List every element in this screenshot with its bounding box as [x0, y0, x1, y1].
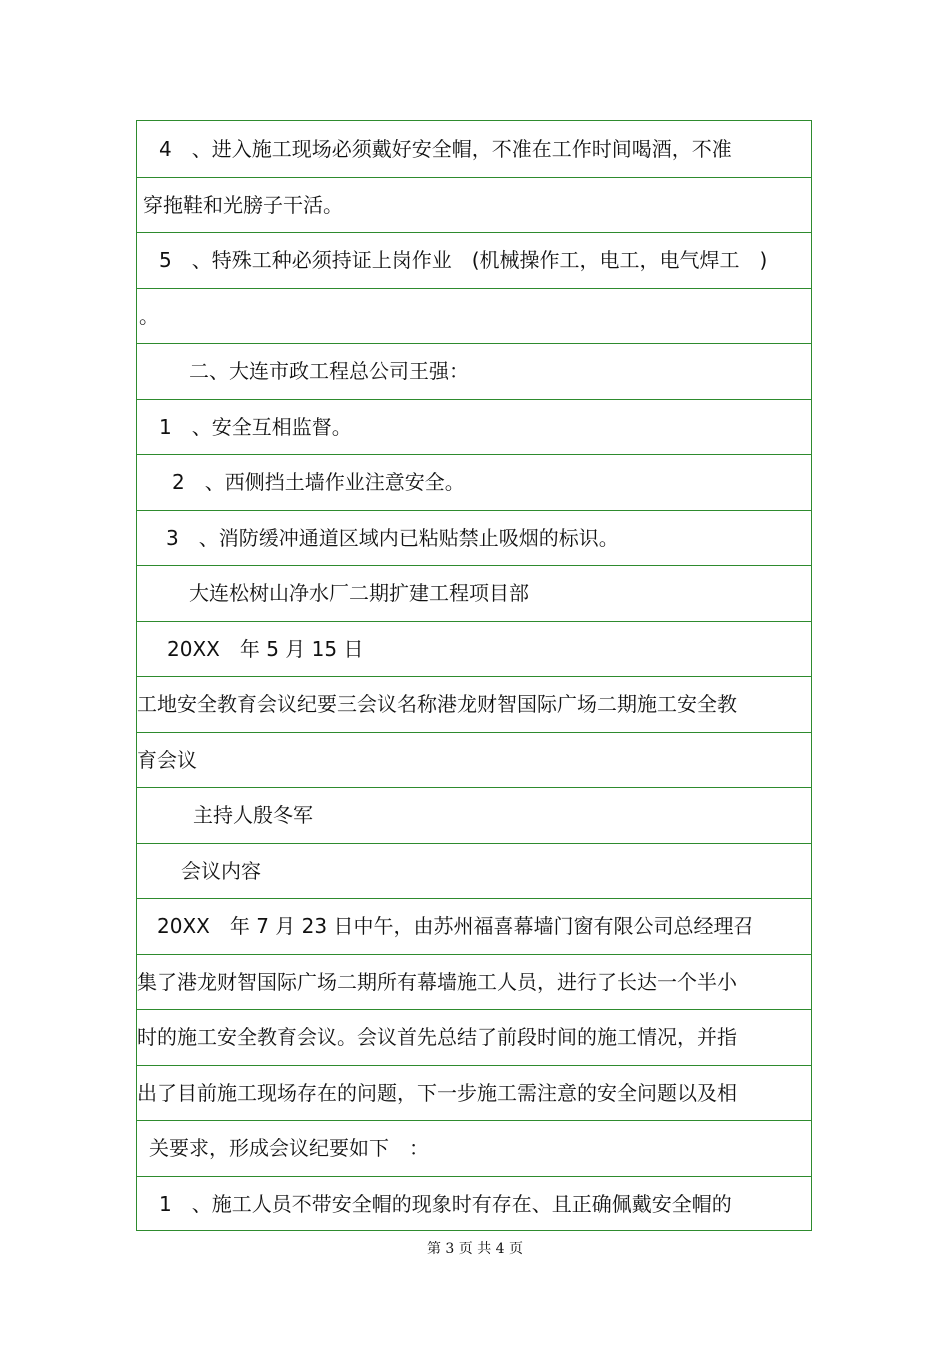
- row-text: 5 、特殊工种必须持证上岗作业 (机械操作工，电工，电气焊工 ): [159, 248, 768, 273]
- row-text: 集了港龙财智国际广场二期所有幕墙施工人员，进行了长达一个半小: [137, 969, 737, 994]
- row-text: 二、大连市政工程总公司王强：: [189, 359, 469, 384]
- table-row: [137, 343, 811, 399]
- row-text: 20XX 年 5 月 15 日: [167, 636, 364, 661]
- row-text: 育会议: [137, 747, 197, 772]
- table-row: [137, 787, 811, 843]
- table-row: [137, 121, 811, 177]
- row-text: 。: [139, 303, 159, 328]
- row-text: 大连松树山净水厂二期扩建工程项目部: [189, 581, 529, 606]
- row-text: 穿拖鞋和光膀子干活。: [143, 192, 343, 217]
- table-row: [137, 1176, 811, 1232]
- table-row: [137, 676, 811, 732]
- row-text: 3 、消防缓冲通道区域内已粘贴禁止吸烟的标识。: [166, 525, 619, 550]
- table-row: [137, 510, 811, 566]
- row-text: 关要求，形成会议纪要如下 ：: [149, 1136, 429, 1161]
- table-row: [137, 954, 811, 1010]
- row-text: 4 、进入施工现场必须戴好安全帽，不准在工作时间喝酒，不准: [159, 136, 732, 161]
- table-row: [137, 1065, 811, 1121]
- table-row: [137, 232, 811, 288]
- row-text: 1 、施工人员不带安全帽的现象时有存在、且正确佩戴安全帽的: [159, 1191, 732, 1216]
- row-text: 工地安全教育会议纪要三会议名称港龙财智国际广场二期施工安全教: [137, 692, 737, 717]
- table-row: [137, 454, 811, 510]
- row-text: 1 、安全互相监督。: [159, 414, 352, 439]
- content-table: [136, 120, 812, 1231]
- page-number-footer: 第 3 页 共 4 页: [426, 1241, 524, 1257]
- table-row: [137, 177, 811, 233]
- row-text: 出了目前施工现场存在的问题，下一步施工需注意的安全问题以及相: [137, 1080, 737, 1105]
- table-row: [137, 1120, 811, 1176]
- table-row: [137, 288, 811, 344]
- row-text: 时的施工安全教育会议。会议首先总结了前段时间的施工情况，并指: [137, 1025, 737, 1050]
- row-text: 会议内容: [181, 858, 261, 883]
- table-row: [137, 732, 811, 788]
- row-text: 20XX 年 7 月 23 日中午，由苏州福喜幕墙门窗有限公司总经理召: [157, 914, 754, 939]
- table-row: [137, 565, 811, 621]
- table-row: [137, 1009, 811, 1065]
- table-row: [137, 843, 811, 899]
- row-text: 2 、西侧挡土墙作业注意安全。: [172, 470, 465, 495]
- table-row: [137, 621, 811, 677]
- table-row: [137, 399, 811, 455]
- row-text: 主持人殷冬军: [193, 803, 313, 828]
- table-row: [137, 898, 811, 954]
